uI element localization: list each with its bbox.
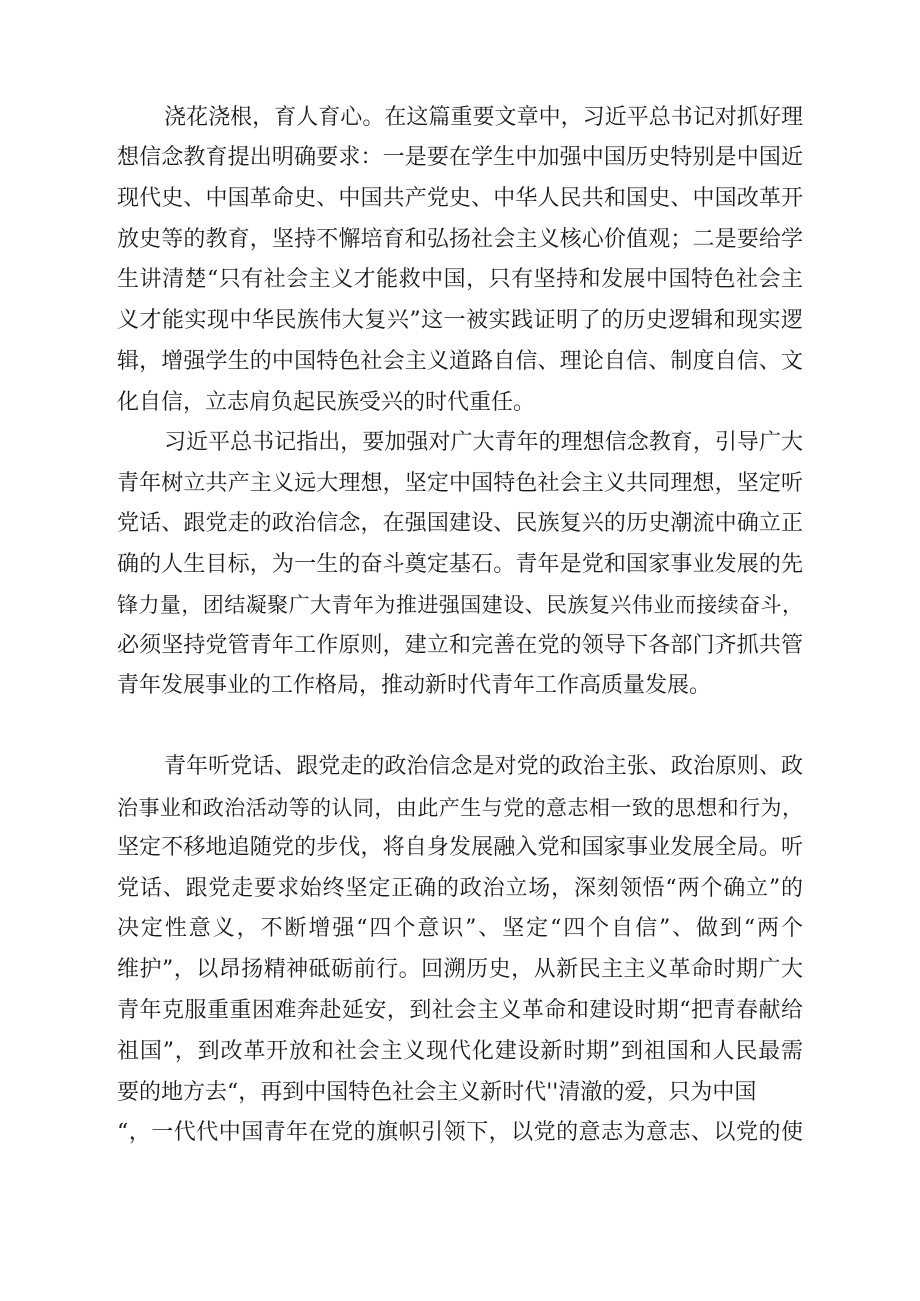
paragraph-3-line-2: 治事业和政治活动等的认同，由此产生与党的意志相一致的思想和行为，	[117, 796, 803, 820]
paragraph-1-line-6: 义才能实现中华民族伟大复兴”这一被实践证明了的历史逻辑和现实逻	[117, 308, 803, 333]
paragraph-1-line-2: 想信念教育提出明确要求：一是要在学生中加强中国历史特别是中国近	[117, 145, 803, 170]
paragraph-3-line-10: “，一代代中国青年在党的旗帜引领下，以党的意志为意志、以党的使	[117, 1120, 803, 1145]
paragraph-2-line-6: 必须坚持党管青年工作原则，建立和完善在党的领导下各部门齐抓共管	[117, 633, 803, 658]
paragraph-1-line-8: 化自信，立志肩负起民族受兴的时代重任。	[117, 390, 536, 415]
paragraph-1-line-4: 放史等的教育，坚持不懈培育和弘扬社会主义核心价值观；二是要给学	[117, 227, 803, 252]
paragraph-1-line-3: 现代史、中国革命史、中国共产党史、中华人民共和国史、中国改革开	[117, 186, 803, 211]
paragraph-3-line-7: 青年克服重重困难奔赴延安，到社会主义革命和建设时期“把青春献给	[117, 998, 803, 1023]
paragraph-2-line-5: 锋力量，团结凝聚广大青年为推进强国建设、民族复兴伟业而接续奋斗，	[117, 593, 803, 617]
paragraph-3-line-9: 要的地方去“，再到中国特色社会主义新时代''清澈的爱，只为中国	[117, 1080, 757, 1105]
paragraph-2-line-3: 党话、跟党走的政治信念，在强国建设、民族复兴的历史潮流中确立正	[117, 511, 803, 536]
paragraph-2-line-2: 青年树立共产主义远大理想，坚定中国特色社会主义共同理想，坚定听	[117, 471, 803, 496]
paragraph-2-line-4: 确的人生目标，为一生的奋斗奠定基石。青年是党和国家事业发展的先	[117, 552, 803, 577]
paragraph-1-line-1: 浇花浇根，育人育心。在这篇重要文章中，习近平总书记对抓好理	[164, 105, 803, 130]
paragraph-2-line-1: 习近平总书记指出，要加强对广大青年的理想信念教育，引导广大	[164, 430, 803, 455]
paragraph-3-line-4: 党话、跟党走要求始终坚定正确的政治立场，深刻领悟“两个确立”的	[117, 876, 803, 901]
paragraph-1-line-5: 生讲清楚“只有社会主义才能救中国，只有坚持和发展中国特色社会主	[117, 267, 803, 292]
paragraph-3-line-6: 维护”，以昂扬精神砥砺前行。回溯历史，从新民主主义革命时期广大	[117, 957, 803, 982]
paragraph-1-line-7: 辑，增强学生的中国特色社会主义道路自信、理论自信、制度自信、文	[117, 349, 803, 374]
paragraph-3-line-5: 决定性意义，不断增强“四个意识”、坚定“四个自信”、做到“两个	[117, 916, 803, 941]
paragraph-3-line-8: 祖国”，到改革开放和社会主义现代化建设新时期”到祖国和人民最需	[117, 1039, 803, 1064]
paragraph-3-line-1: 青年听党话、跟党走的政治信念是对党的政治主张、政治原则、政	[164, 754, 803, 779]
paragraph-3-line-3: 坚定不移地追随党的步伐，将自身发展融入党和国家事业发展全局。听	[117, 835, 803, 860]
paragraph-2-line-7: 青年发展事业的工作格局，推动新时代青年工作高质量发展。	[117, 673, 712, 698]
